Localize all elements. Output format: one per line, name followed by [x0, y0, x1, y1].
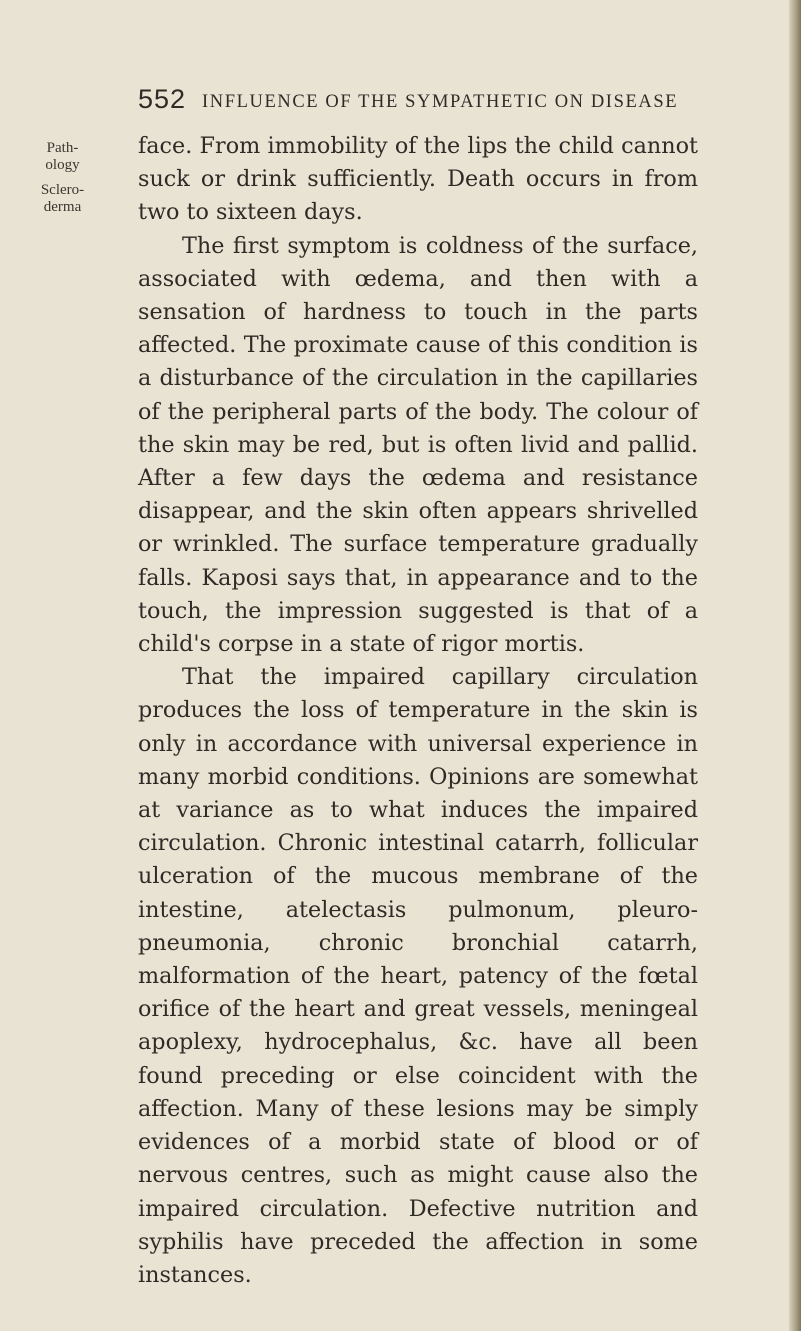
margin-notes: [0, 140, 125, 224]
paragraph: That the impaired capillary circulation produces the loss of temperature in the skin is only in accordance with universal experience in many morbid conditions. Opinions are somewhat at variance as to what induces the impaired circulation. Chronic intestinal catarrh, follicular ulceration of the mucous membrane of the intestine, atelectasis pulmonum, pleuro-pneumonia, chronic bronchial catarrh, malformation of the heart, patency of the fœtal orifice of the heart and great vessels, meningeal apoplexy, hydrocephalus, &c. have all been found preceding or else coincident with the affection. Many of these lesions may be simply evidences of a morbid state of blood or of nervous centres, such as might cause also the impaired circulation. Defective nutrition and syphilis have preceded the affection in some instances.: [138, 664, 698, 1288]
page-number: 552: [138, 84, 187, 114]
paragraph: The first symptom is coldness of the surface, associated with œdema, and then with a sensation of hardness to touch in the parts affected. The proximate cause of this condition is a disturbance of the circulation in the capillaries of the peripheral parts of the body. The colour of the skin may be red, but is often livid and pallid. After a few days the œdema and resistance disappear, and the skin often appears shrivelled or wrinkled. The surface temperature gradually falls. Kaposi says that, in appearance and to the touch, the impression suggested is that of a child's corpse in a state of rigor mortis.: [138, 232, 698, 658]
running-head: INFLUENCE OF THE SYMPATHETIC ON DISEASE: [202, 92, 679, 112]
page-header: [138, 84, 698, 124]
margin-note-section: [0, 140, 125, 174]
paragraph-continued: face. From immobility of the lips the child cannot suck or drink sufficiently. Death occurs in from two to sixteen days.: [138, 133, 698, 226]
page-edge-shadow: [789, 0, 801, 1331]
margin-note-line: Path-: [46, 140, 79, 156]
margin-note-line: derma: [43, 199, 82, 215]
body-text: [138, 130, 698, 1292]
margin-note-topic: [0, 182, 125, 216]
margin-note-line: ology: [45, 157, 80, 173]
margin-note-line: Sclero-: [40, 182, 85, 198]
